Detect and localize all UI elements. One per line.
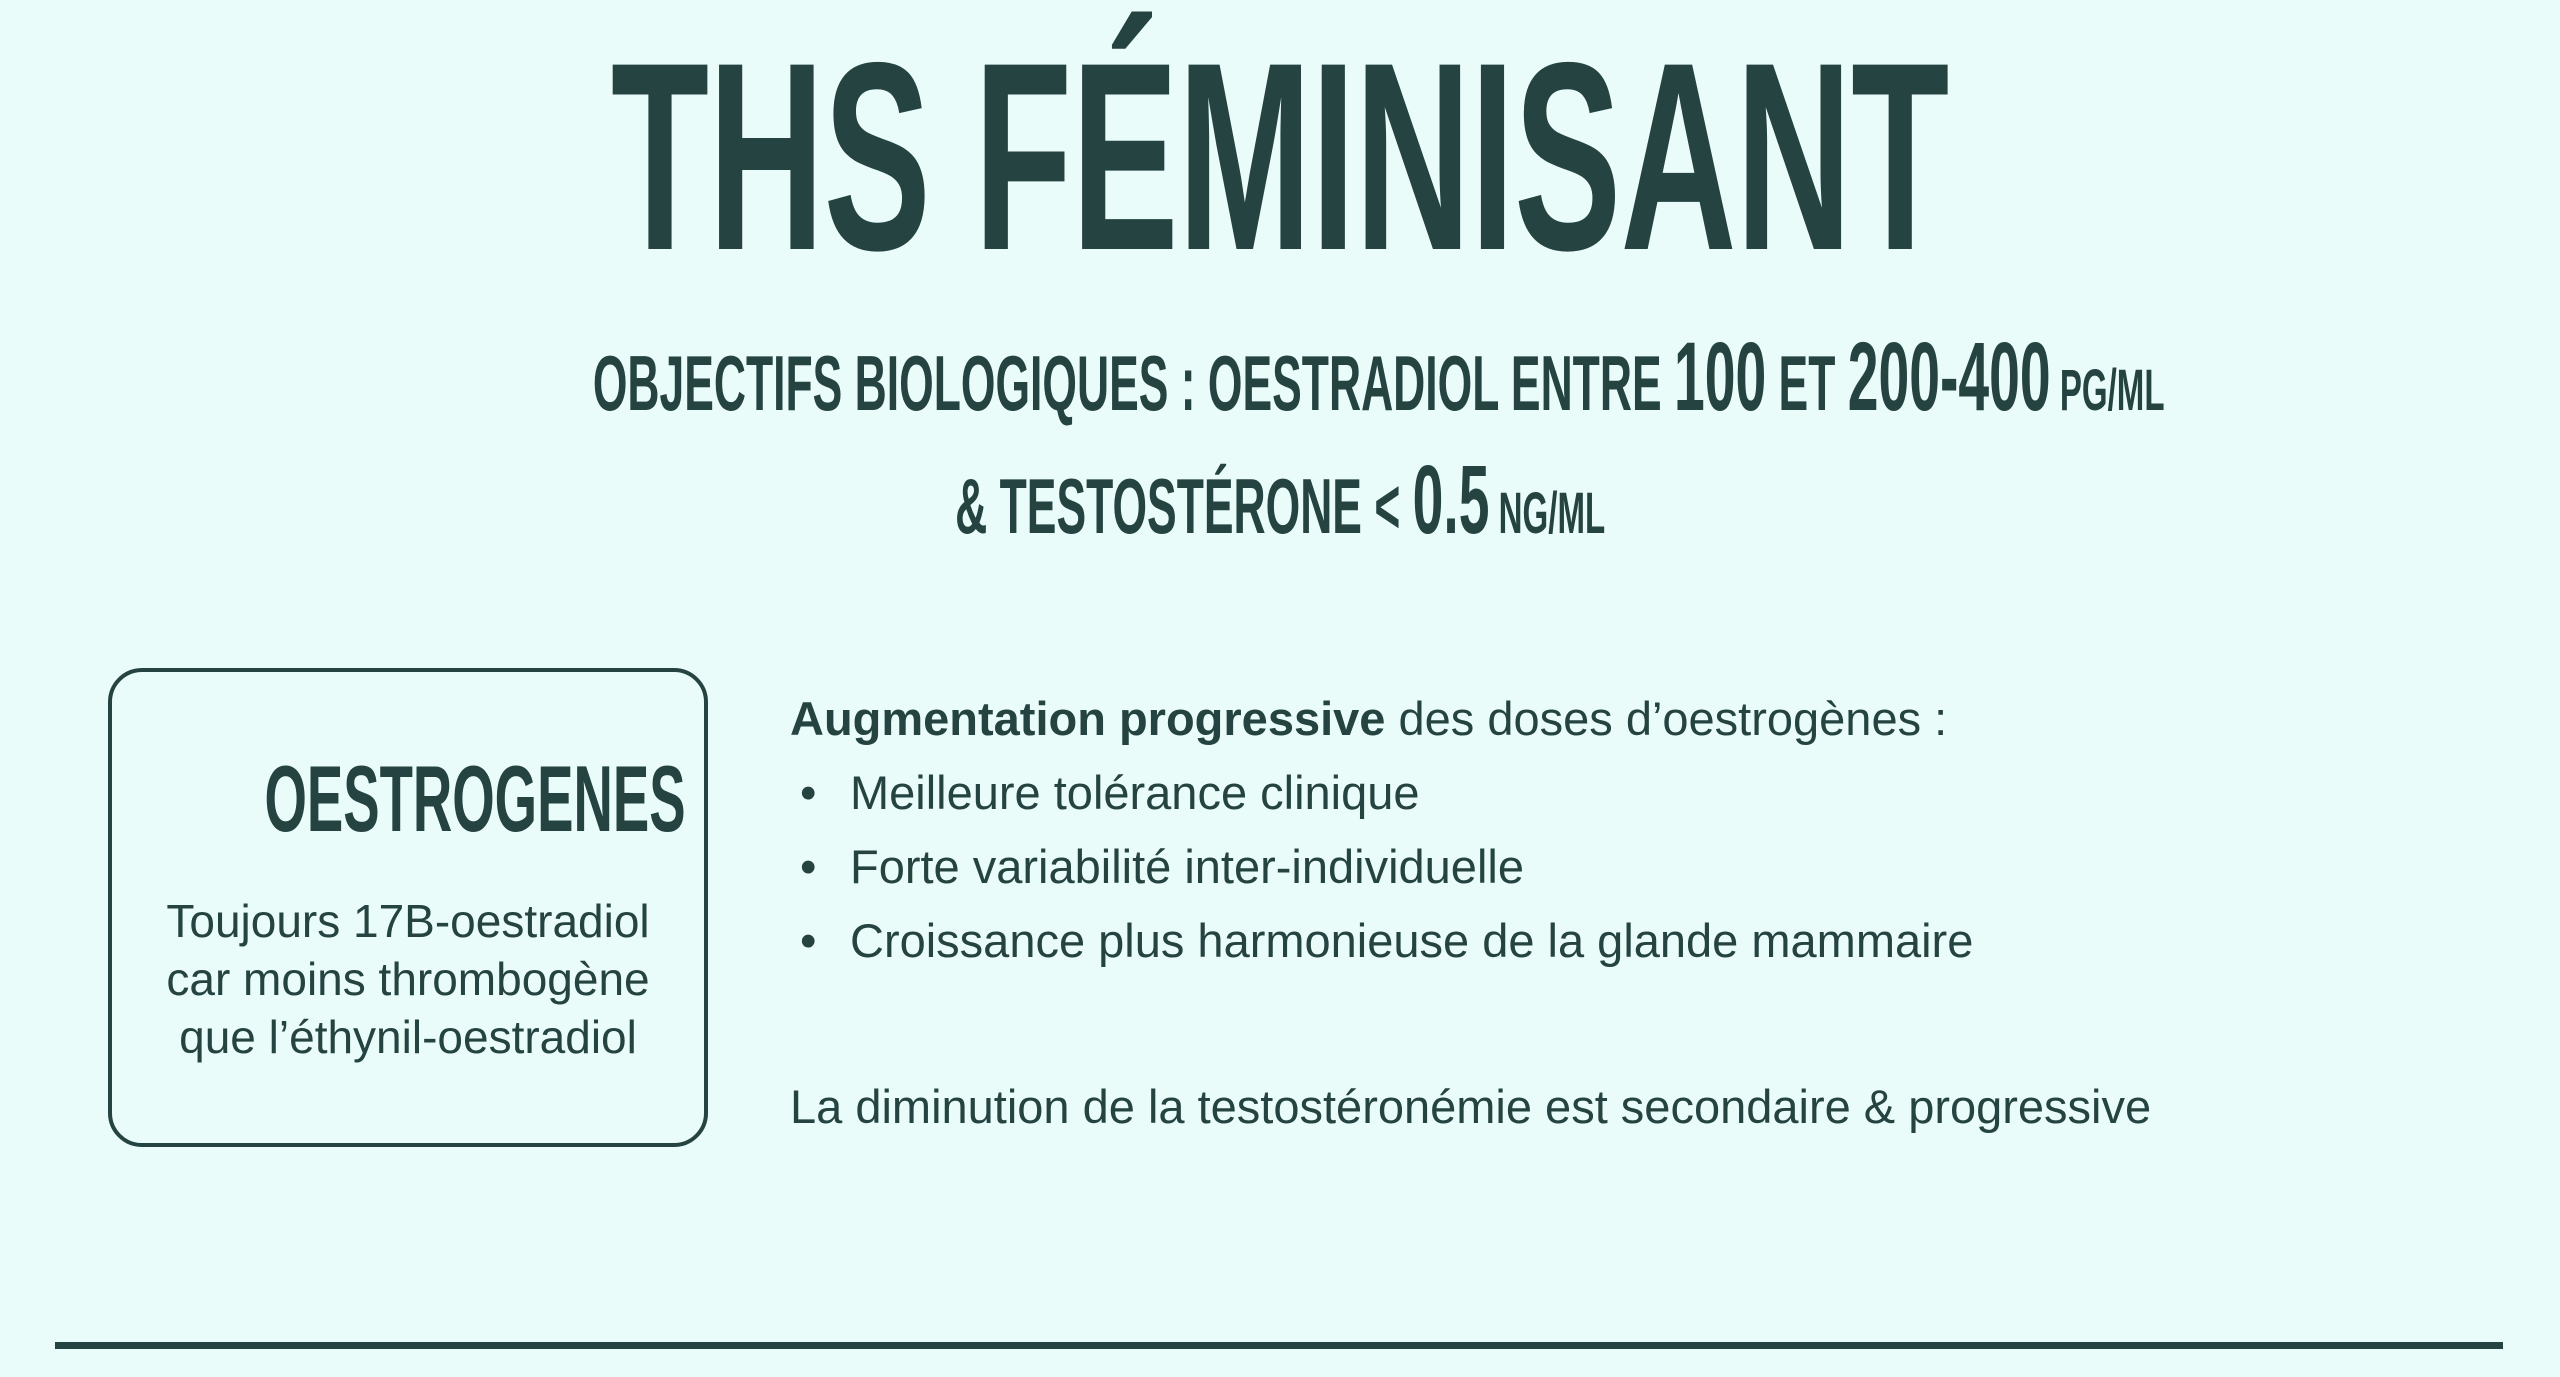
slide-title <box>0 6 2560 306</box>
bullet-marker: • <box>800 914 817 967</box>
oestradiol-low-value: 100 <box>1673 322 1767 431</box>
objectives-lead: OBJECTIFS BIOLOGIQUES : OESTRADIOL ENTRE <box>592 339 1674 427</box>
bullet-text: Forte variabilité inter-individuelle <box>850 840 1524 893</box>
testosterone-lead: & TESTOSTÉRONE < <box>954 462 1413 550</box>
list-item <box>790 830 2430 904</box>
bullet-text: Meilleure tolérance clinique <box>850 766 1420 819</box>
oestrogenes-heading-text: OESTROGENES <box>264 746 686 851</box>
box-body-line: Toujours 17B-oestradiol <box>166 895 650 947</box>
bullet-marker: • <box>800 766 817 819</box>
objectives-connector: ET <box>1766 339 1848 427</box>
list-item <box>790 904 2430 978</box>
box-body-line: car moins thrombogène <box>166 953 650 1005</box>
testosterone-unit: NG/ML <box>1489 481 1606 546</box>
list-item <box>790 756 2430 830</box>
objectives-line2-text <box>954 445 1606 554</box>
biological-objectives-line1 <box>0 322 2560 431</box>
biological-objectives-line2 <box>0 445 2560 554</box>
oestradiol-unit: PG/ML <box>2050 358 2165 423</box>
main-content <box>790 682 2430 1144</box>
bullet-marker: • <box>800 840 817 893</box>
intro-regular-text: des doses d’oestrogènes : <box>1385 692 1948 745</box>
intro-bold-text: Augmentation progressive <box>790 692 1386 745</box>
intro-line <box>790 682 2430 756</box>
slide-title-text: THS FÉMINISANT <box>611 6 1949 306</box>
oestradiol-high-range: 200-400 <box>1847 322 2051 431</box>
bullet-text: Croissance plus harmonieuse de la glande mammaire <box>850 914 1974 967</box>
objectives-line1-text <box>592 322 2165 431</box>
oestrogenes-box-body <box>112 892 704 1066</box>
box-body-line: que l’éthynil-oestradiol <box>179 1011 637 1063</box>
oestrogenes-box <box>108 668 708 1147</box>
testosterone-value: 0.5 <box>1412 445 1490 554</box>
bottom-divider <box>55 1342 2503 1349</box>
testosterone-note: La diminution de la testostéronémie est secondaire & progressive <box>790 1080 2152 1133</box>
oestrogenes-box-heading <box>112 746 704 851</box>
